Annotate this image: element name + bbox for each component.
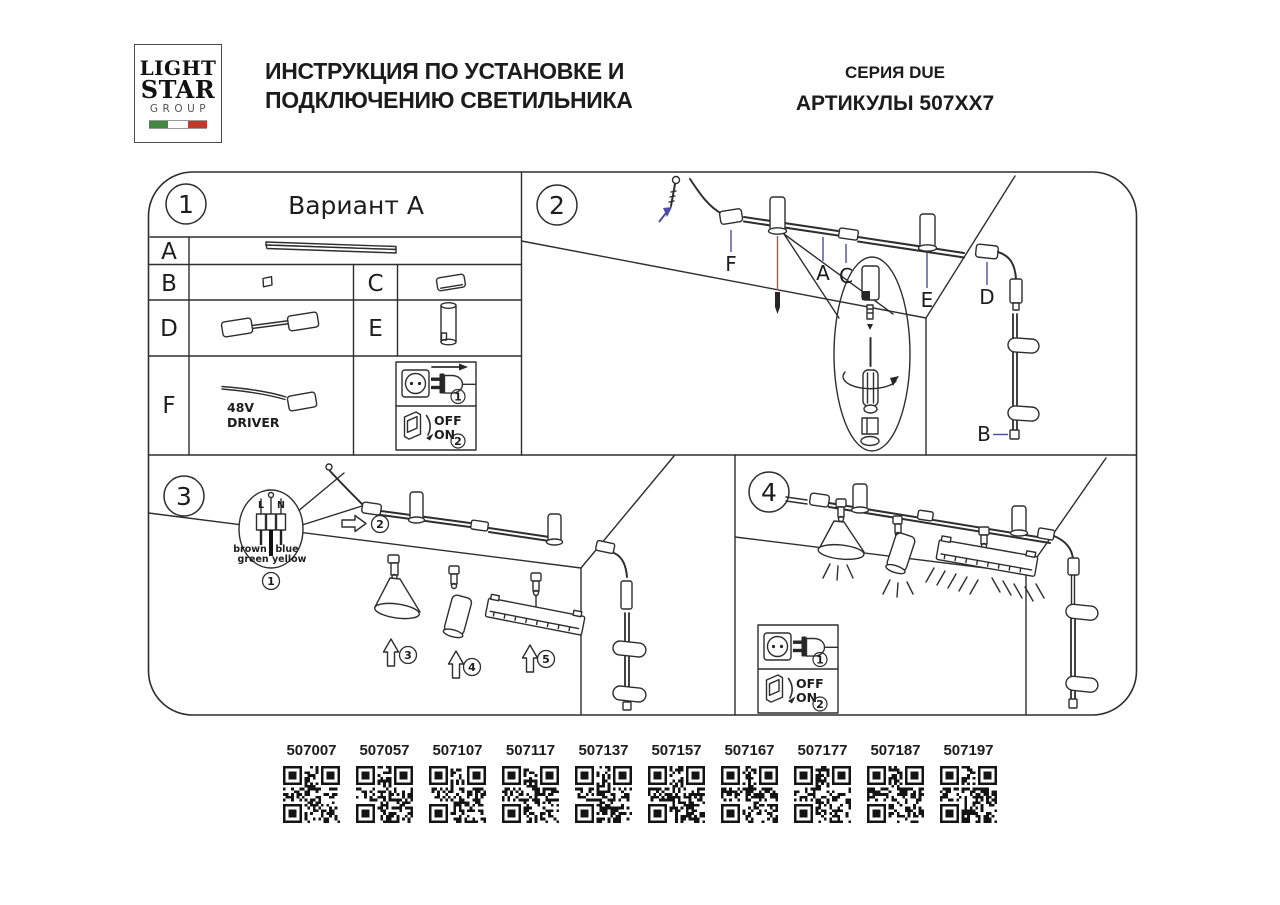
power-steps-box bbox=[758, 625, 838, 713]
qr-article-block bbox=[648, 742, 705, 823]
part-label-d: D bbox=[160, 316, 178, 342]
feed-connector-f bbox=[719, 208, 743, 224]
qr-code bbox=[283, 766, 340, 823]
article-qr-row bbox=[283, 742, 997, 823]
part-label-c: C bbox=[367, 271, 384, 297]
step-4-badge bbox=[464, 659, 481, 676]
linear-lamp bbox=[485, 573, 586, 635]
callout-b: B bbox=[977, 422, 991, 446]
track-segment-2 bbox=[858, 237, 964, 258]
step-2-number: 2 bbox=[376, 518, 384, 531]
callout-f: F bbox=[725, 252, 737, 276]
driver-voltage-label: 48V bbox=[227, 400, 255, 415]
cylinder-lamp bbox=[443, 566, 473, 639]
step-1-number: 1 bbox=[454, 390, 462, 404]
panel-4-final-assembly bbox=[735, 458, 1106, 714]
qr-article-code: 507137 bbox=[578, 742, 629, 759]
step-1-badge bbox=[451, 390, 465, 404]
part-label-a: A bbox=[161, 239, 177, 265]
mains-cable bbox=[330, 471, 363, 505]
rocker-switch-icon bbox=[405, 412, 434, 441]
wire-brown-label: brown bbox=[233, 544, 267, 555]
qr-article-code: 507157 bbox=[651, 742, 702, 759]
qr-article-block bbox=[356, 742, 413, 823]
step-2-number: 2 bbox=[816, 697, 824, 711]
qr-article-code: 507197 bbox=[943, 742, 994, 759]
part-b-endcap-illustration bbox=[263, 277, 272, 287]
ceiling-standoff-2 bbox=[919, 214, 937, 251]
wire-blue-label: blue bbox=[275, 544, 299, 555]
callout-c: C bbox=[839, 264, 853, 288]
switch-on-label: ON bbox=[434, 427, 456, 442]
callout-a: A bbox=[816, 261, 830, 285]
step-3-badge bbox=[400, 647, 417, 664]
ceiling-standoff-1 bbox=[769, 197, 787, 234]
part-e-standoff-illustration bbox=[441, 303, 456, 345]
title-line-2: ПОДКЛЮЧЕНИЮ СВЕТИЛЬНИКА bbox=[265, 87, 633, 113]
qr-article-block bbox=[429, 742, 486, 823]
qr-article-code: 507107 bbox=[432, 742, 483, 759]
unplug-arrow-icon bbox=[432, 364, 468, 371]
power-socket-icon bbox=[402, 370, 429, 397]
power-steps-box bbox=[396, 362, 476, 450]
install-arrow-5-icon bbox=[523, 645, 538, 672]
qr-code bbox=[721, 766, 778, 823]
part-label-e: E bbox=[368, 316, 383, 342]
power-plug-icon bbox=[431, 374, 475, 394]
part-c-connector-illustration bbox=[436, 274, 466, 291]
variant-title: Вариант A bbox=[288, 191, 424, 220]
mounting-screw-icon bbox=[775, 292, 780, 314]
part-label-b: B bbox=[161, 271, 177, 297]
qr-article-code: 507167 bbox=[724, 742, 775, 759]
power-plug-icon bbox=[793, 637, 837, 657]
qr-article-block bbox=[867, 742, 924, 823]
step-4-number: 4 bbox=[468, 661, 476, 674]
install-arrow-3-icon bbox=[384, 639, 399, 666]
step-5-number: 5 bbox=[542, 653, 550, 666]
switch-off-label: OFF bbox=[434, 413, 462, 428]
part-f-driver-illustration bbox=[222, 387, 317, 431]
qr-article-block bbox=[283, 742, 340, 823]
insert-arrow-icon bbox=[659, 207, 672, 222]
switch-off-label: OFF bbox=[796, 676, 824, 691]
qr-code bbox=[940, 766, 997, 823]
series-name: СЕРИЯ DUE bbox=[844, 63, 945, 82]
step-3-number: 3 bbox=[404, 649, 412, 662]
part-a-track-illustration bbox=[266, 242, 396, 253]
step-2-number: 2 bbox=[454, 434, 462, 448]
qr-article-block bbox=[575, 742, 632, 823]
feed-cable bbox=[690, 179, 722, 214]
step-5-badge bbox=[538, 651, 555, 668]
qr-article-block bbox=[502, 742, 559, 823]
logo-text-star: STAR bbox=[140, 75, 216, 104]
switch-on-label: ON bbox=[796, 690, 818, 705]
qr-article-code: 507057 bbox=[359, 742, 410, 759]
qr-code bbox=[648, 766, 705, 823]
qr-code bbox=[356, 766, 413, 823]
qr-article-block bbox=[940, 742, 997, 823]
qr-article-code: 507117 bbox=[505, 742, 556, 759]
wall-track-assembly bbox=[1054, 536, 1099, 708]
title-line-1: ИНСТРУКЦИЯ ПО УСТАНОВКЕ И bbox=[265, 58, 625, 84]
screwdriver-detail bbox=[843, 266, 899, 446]
panel-1-number: 1 bbox=[178, 190, 194, 219]
step-1-number: 1 bbox=[267, 575, 275, 588]
qr-article-block bbox=[794, 742, 851, 823]
wall-track-assembly bbox=[612, 581, 646, 710]
track-segment-1 bbox=[744, 217, 838, 236]
step-1-badge bbox=[813, 653, 827, 667]
qr-code bbox=[502, 766, 559, 823]
install-arrow-4-icon bbox=[449, 651, 464, 678]
ceiling-screw-icon bbox=[669, 177, 680, 207]
qr-article-code: 507007 bbox=[286, 742, 337, 759]
wire-green-yellow-label: green yellow bbox=[237, 554, 307, 565]
panel-1-parts-table bbox=[160, 184, 476, 450]
rocker-switch-icon bbox=[767, 675, 796, 704]
panel-4-number: 4 bbox=[761, 478, 777, 507]
panel-2-number: 2 bbox=[549, 191, 565, 220]
panel-2-ceiling-mounting bbox=[522, 176, 1040, 455]
qr-article-code: 507177 bbox=[797, 742, 848, 759]
track-connector-c bbox=[838, 228, 858, 241]
light-rays bbox=[823, 564, 853, 580]
cone-lamp bbox=[374, 555, 421, 621]
qr-code bbox=[575, 766, 632, 823]
driver-name-label: DRIVER bbox=[227, 415, 280, 430]
logo-text-group: GROUP bbox=[149, 103, 211, 115]
power-socket-icon bbox=[764, 633, 791, 660]
qr-article-code: 507187 bbox=[870, 742, 921, 759]
wire-l-label: L bbox=[257, 500, 265, 511]
step-2-badge bbox=[372, 516, 389, 533]
track-run bbox=[361, 492, 627, 577]
part-label-f: F bbox=[162, 393, 176, 419]
qr-code bbox=[867, 766, 924, 823]
callout-d: D bbox=[979, 285, 995, 309]
qr-code bbox=[794, 766, 851, 823]
articles-range: АРТИКУЛЫ 507XX7 bbox=[795, 92, 995, 115]
wire-n-label: N bbox=[277, 500, 285, 511]
linear-lamp-installed bbox=[926, 527, 1044, 601]
step-1-badge bbox=[263, 573, 280, 590]
logo-text-light: LIGHT bbox=[139, 56, 217, 80]
part-d-corner-connector-illustration bbox=[221, 312, 319, 338]
qr-code bbox=[429, 766, 486, 823]
light-rays bbox=[883, 580, 913, 597]
qr-article-block bbox=[721, 742, 778, 823]
step-1-number: 1 bbox=[816, 653, 824, 667]
panel-3-number: 3 bbox=[176, 482, 192, 511]
slide-arrow-icon bbox=[342, 516, 366, 532]
wall-track-assembly bbox=[975, 244, 1039, 439]
callout-e: E bbox=[920, 288, 934, 312]
panel-3-wiring-and-lamps bbox=[149, 456, 675, 714]
